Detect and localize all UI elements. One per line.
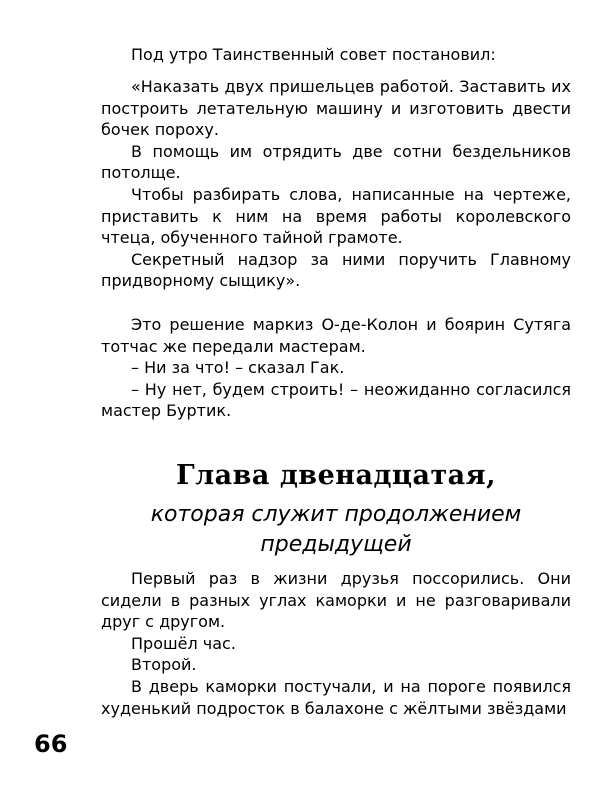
chapter-title: Глава двенадцатая, [175, 460, 497, 491]
chapter-text [101, 568, 571, 719]
decree-paragraph: «Наказать двух пришельцев работой. Заставить их построить летательную машину и изготовить двести бочек пороху. [101, 77, 571, 140]
chapter-subtitle: которая служит продолжением предыдущей [150, 502, 522, 557]
after-decree-text [101, 314, 571, 422]
intro-paragraph [101, 44, 571, 66]
decree-paragraph: Чтобы разбирать слова, написанные на чертеже, приставить к ним на время работы королевского чтеца, обученного тайной грамоте. [101, 184, 571, 248]
paragraph: Второй. [131, 655, 197, 675]
page-number: 66 [34, 730, 68, 758]
council-decree [101, 76, 571, 292]
paragraph: Первый раз в жизни друзья поссорились. Они сидели в разных углах каморки и не разговаривали друг с другом. [101, 569, 571, 632]
dialogue-line: – Ну нет, будем строить! – неожиданно согласился мастер Буртик. [101, 379, 571, 421]
decree-paragraph: В помощь им отрядить две сотни бездельников потолще. [101, 141, 571, 183]
paragraph: Прошёл час. [131, 633, 236, 653]
dialogue-line: – Ни за что! – сказал Гак. [131, 358, 345, 378]
paragraph: Это решение маркиз О-де-Колон и боярин Сутяга тотчас же передали мастерам. [101, 315, 571, 356]
paragraph: В дверь каморки постучали, и на пороге появился худенький подросток в балахоне с жёлтыми звёздами [101, 676, 571, 718]
intro-line: Под утро Таинственный совет постановил: [131, 45, 496, 64]
decree-paragraph: Секретный надзор за ними поручить Главному придворному сыщику». [101, 249, 571, 291]
